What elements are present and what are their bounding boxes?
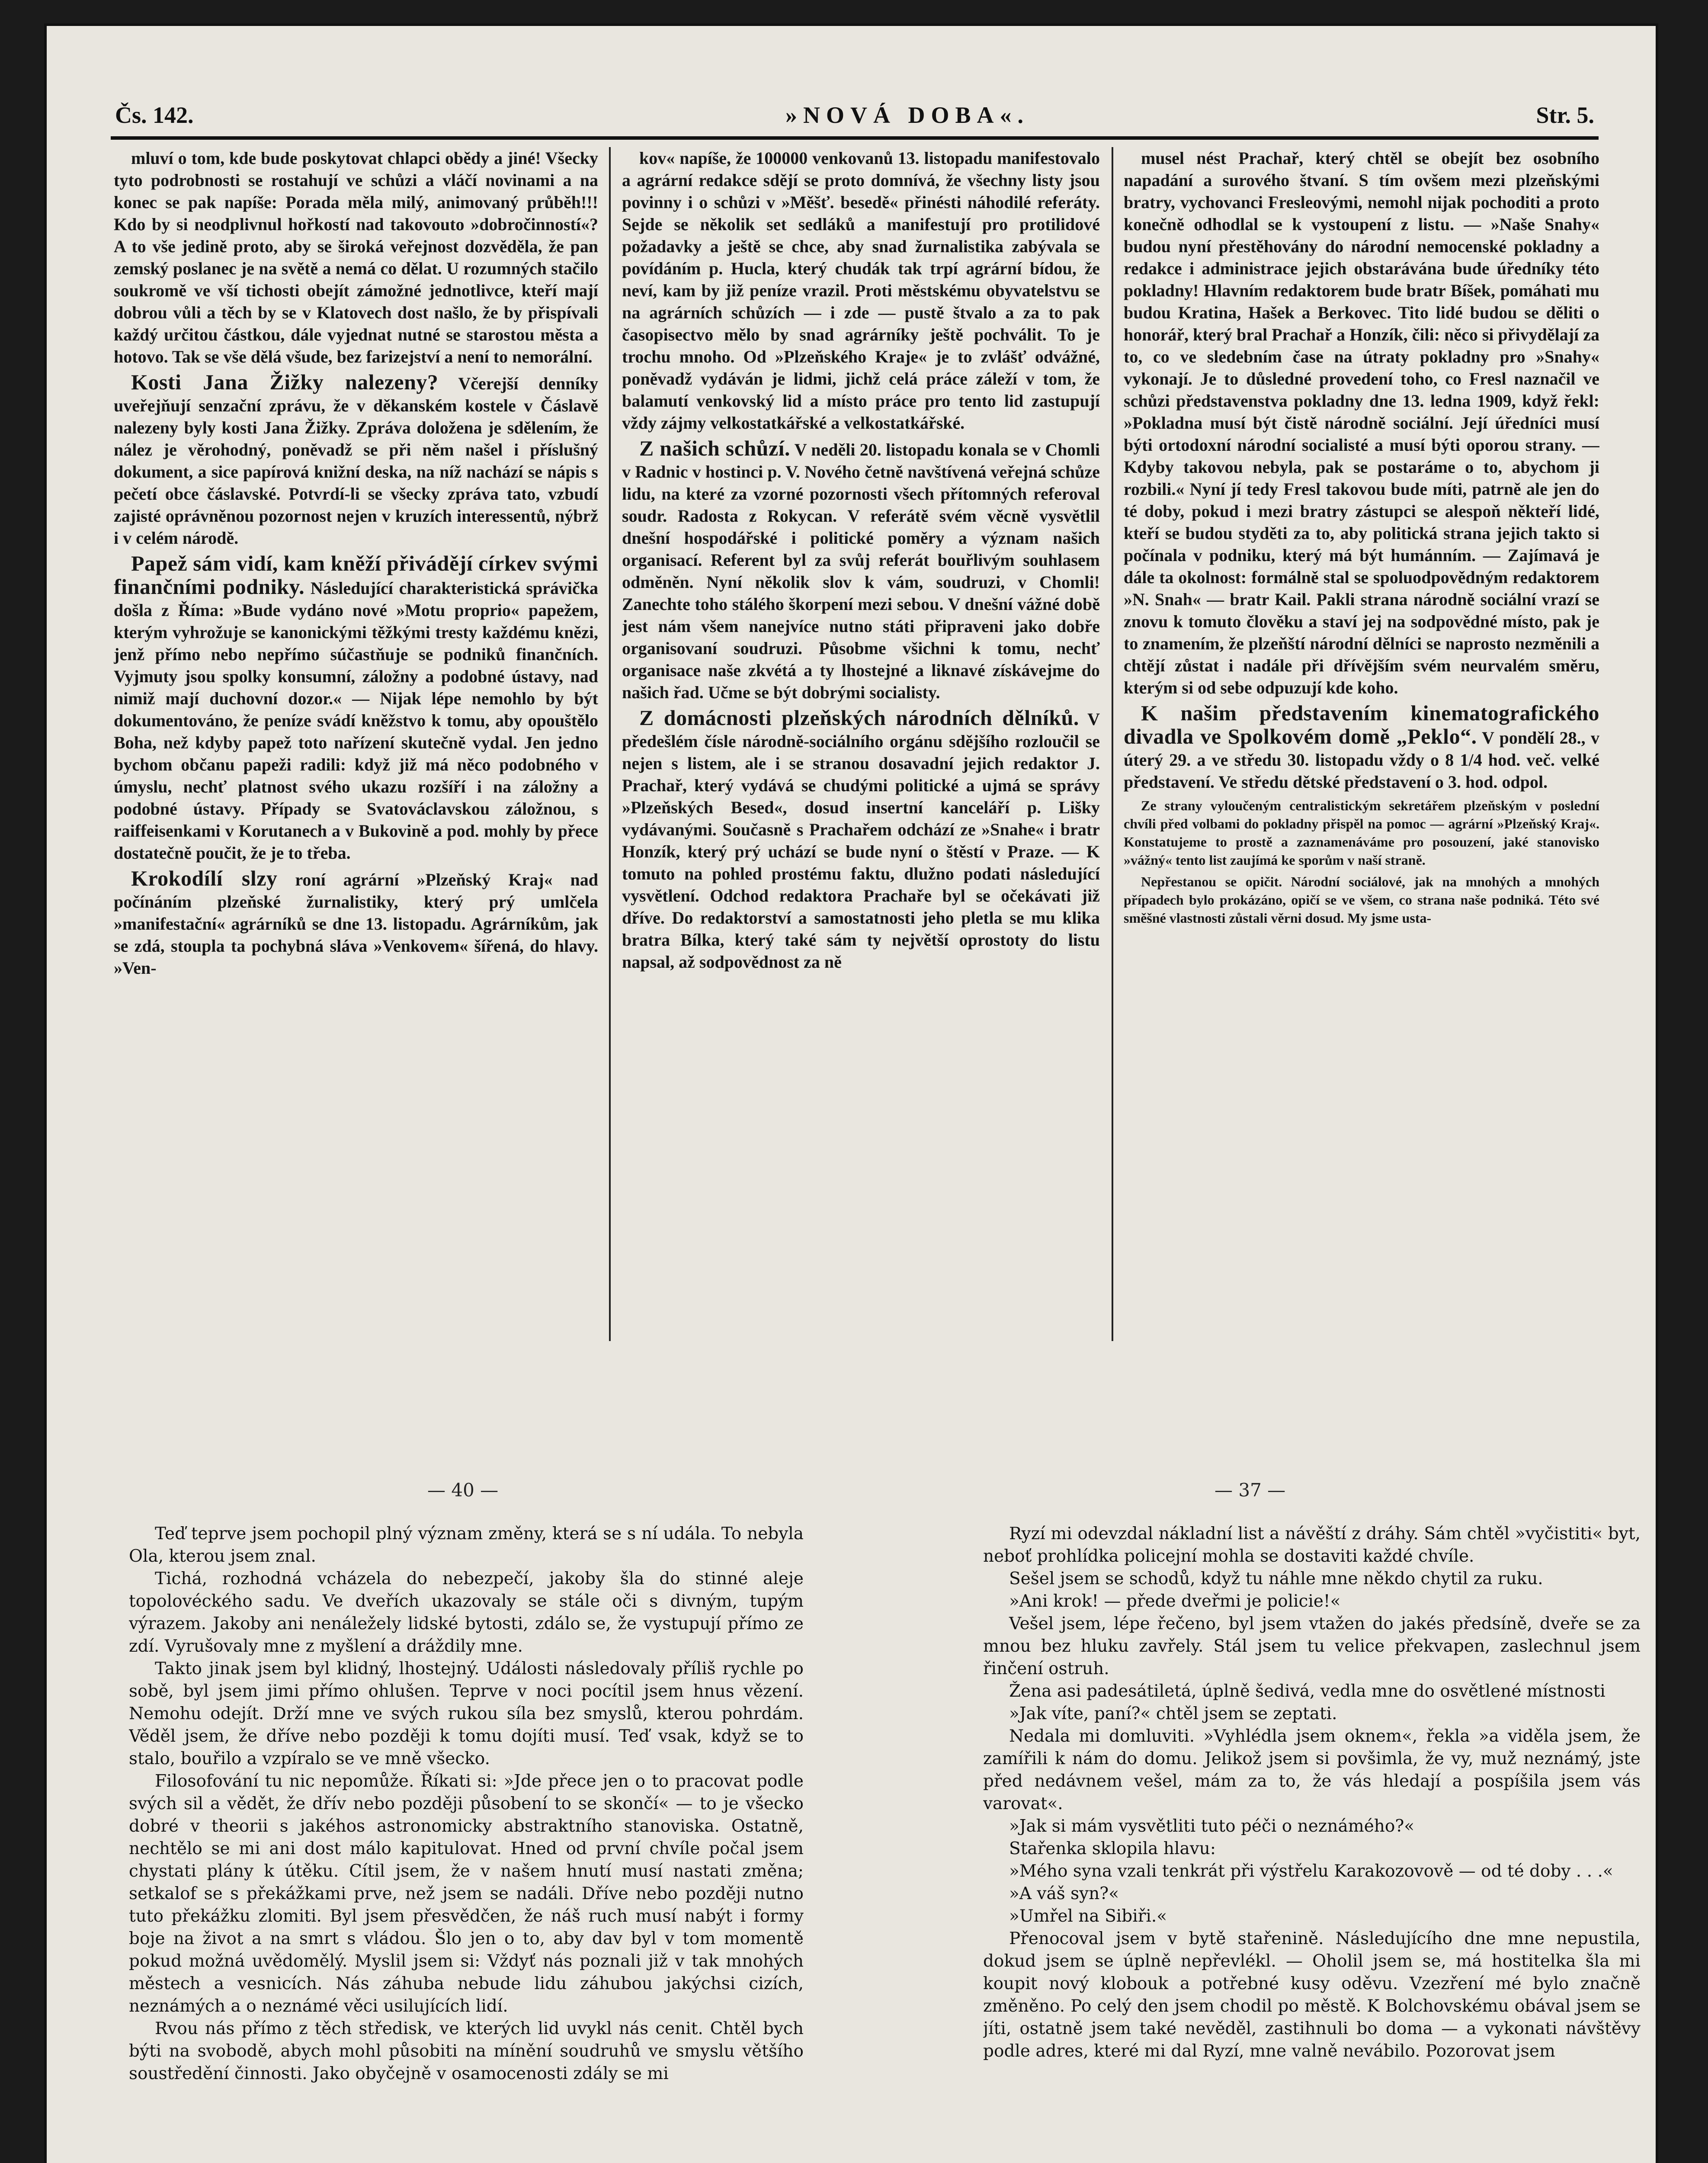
article-text: Včerejší denníky uveřejňují senzační zprávu, že v děkanském kostele v Čáslavě nalezeny byly kosti Jana Žižky. Zpráva doložena je sdělením, že nález je věrohodný, poněvadž se při něm našel i příslušný dokument, a sice papírová knižní deska, na níž nachází se nápis s pečetí obce čáslavské. Potvrdí-li se všecky zpráva tato, vzbudí zajisté oprávněnou pozornost nejen v kruzích interessentů, nýbrž i v celém národě. (114, 374, 598, 548)
book-page-right (983, 1523, 1641, 2163)
book-paragraph: Sešel jsem se schodů, když tu náhle mne někdo chytil za ruku. (1009, 1569, 1543, 1589)
article-text: Ze strany vyloučeným centralistickým sekretářem plzeňským v poslední chvíli před volbami do pokladny přispěl na pomoc — agrární »Plzeňský Kraj«. Konstatujeme to prostě a zaznamenáváme pro posouzení, jaké stanovisko »vážný« tento list zaujímá ke sporům v naší straně. (1124, 798, 1599, 868)
book-page-number-right: — 37 — (1215, 1479, 1286, 1501)
article-paragraph (622, 437, 1100, 703)
book-paragraph: Žena asi padesátiletá, úplně šedivá, vedla mne do osvětlené místnosti (1009, 1682, 1605, 1701)
article-paragraph (1124, 873, 1599, 927)
article-headline: Z domácnosti plzeňských národních dělníků. (639, 706, 1079, 730)
article-text: Následující charakteristická správička došla z Říma: »Bude vydáno nové »Motu proprio« papežem, kterým vyhrožuje se kanonickými těžkými tresty každému knězi, jenž přímo nebo nepřímo súčastňuje se podniků finančních. Vyjmuty jsou spolky konsumní, záložny a podobné ústavy, nad nimiž mají duchovní dozor.« — Nijak lépe nemohlo by být dokumentováno, že peníze svádí kněžstvo k tomu, aby opouštělo Boha, než kdyby papež toto nařízení skutečně vydal. Jen jedno bychom občanu papeži radili: když již má něco podobného v úmyslu, nechť platnost svého ukazu rozšíří i na záložny a podobné ústavy. Případy se Svatováclavskou záložnou, s raiffeisenkami v Korutanech a v Bukovině a pod. mohly by přece dostatečně poučit, že je to třeba. (114, 578, 598, 863)
article-paragraph (114, 371, 598, 549)
newspaper-title: »NOVÁ DOBA«. (785, 102, 1030, 128)
book-paragraph: »Jak víte, paní?« chtěl jsem se zeptati. (1009, 1704, 1337, 1723)
book-paragraph: »Jak si mám vysvětliti tuto péči o neznámého?« (1009, 1816, 1415, 1836)
book-page-left (129, 1523, 804, 2163)
book-paragraph: Teď teprve jsem pochopil plný význam změny, která se s ní udála. To nebyla Ola, kterou jsem znal. (129, 1524, 804, 1566)
article-text: kov« napíše, že 100000 venkovanů 13. listopadu manifestovalo a agrární redakce sdějí se proto domnívá, že všechny listy jsou povinny i o schůzi v »Měšť. besedě« přinésti náhodilé referáty. Sejde se několik set sedláků a manifestují pro protilidové požadavky a ještě se chce, aby snad žurnalistika zabývala se povídáním p. Hucla, který chudák tak trpí agrární bídou, že neví, kam by již peníze vrazil. Proti městskému obyvatelstvu se na agrárních schůzích — i zde — pustě štvalo a za to pak časopisectvo mělo by snad agrárníky ještě pochválit. To je trochu mnoho. Od »Plzeňského Kraje« je to zvlášť odvážné, poněvadž vydáván je lidmi, jichž celá práce záleží v tom, že balamutí venkovský lid a místo práce pro tento lid zastupují vždy zájmy velkostatkářské a velkostatkářské. (622, 148, 1100, 433)
article-headline: K našim představením kinematografického divadla ve Spolkovém domě „Peklo“. (1124, 701, 1599, 748)
column-divider (1112, 147, 1113, 1341)
newspaper-column-3 (1124, 147, 1599, 1358)
article-text: mluví o tom, kde bude poskytovat chlapci obědy a jiné! Všecky tyto podrobnosti se rostahují ve schůzi a vláčí novinami a na konec se pak napíše: Porada měla milý, animovaný průběh!!! Kdo by si neodplivnul hořkostí nad takovouto »dobročinností«? A to vše jedině proto, aby se široká veřejnost dozvěděla, že pan zemský poslanec je na světě a nemá co dělat. U rozumných stačilo soukromě ve vší tichosti obejít zámožné jednotlivce, kteří mají dobrou vůli a těch by se v Klatovech dost našlo, že by přispívali každý určitou částkou, dále vyjednat nutné se starostou města a hotovo. Tak se vše dělá všude, bez farizejství a není to nemorální. (114, 148, 598, 366)
book-paragraph: Ryzí mi odevzdal nákladní list a návěští z dráhy. Sám chtěl »vyčistiti« byt, neboť prohlídka policejní mohla se dostaviti každé chvíle. (983, 1524, 1641, 1566)
newspaper-page (47, 26, 1656, 2163)
article-paragraph (1124, 796, 1599, 869)
article-headline: Papež sám vidí, kam kněží přivádějí církev svými finančními podniky. (114, 551, 598, 599)
article-text: V pondělí 28., v úterý 29. a ve středu 30. listopadu vždy o 8 1/4 hod. več. velké představení. Ve středu dětské představení o 3. hod. odpol. (1124, 728, 1599, 792)
book-paragraph: »Mého syna vzali tenkrát při výstřelu Karakozovově — od té doby . . .« (1009, 1861, 1613, 1881)
article-headline: Z našich schůzí. (639, 436, 791, 460)
book-paragraph: Nedala mi domluviti. »Vyhlédla jsem oknem«, řekla »a viděla jsem, že zamířili k nám do domu. Jelikož jsem si povšimla, že vy, muž neznámý, jste před nedávnem vešel, mám za to, že vás hledají a pospíšila jsem vás varovat«. (983, 1727, 1641, 1813)
column-divider (609, 147, 611, 1341)
article-paragraph (622, 147, 1100, 434)
book-paragraph: Přenocoval jsem v bytě stařenině. Následujícího dne mne nepustila, dokud jsem se úplně nepřevlékl. — Oholil jsem se, má hostitelka šla mi koupit nový klobouk a potřebné kusy oděvu. Vzezření mé bylo značně změněno. Po celý den jsem chodil po městě. K Bolchovskému obával jsem se jíti, ostatně jsem také nevěděl, zastihnuli bo doma — a vykonati návštěvy podle adres, které mi dal Ryzí, mne valně nevábilo. Pozorovat jsem (983, 1929, 1641, 2061)
book-paragraph: »Ani krok! — přede dveřmi je policie!« (1009, 1592, 1341, 1611)
article-text: V neděli 20. listopadu konala se v Chomli v Radnic v hostinci p. V. Nového četně navštívená veřejná schůze lidu, na které za vzorné pozornosti všech přítomných referoval soudr. Radosta z Rokycan. V referátě svém věcně vysvětlil dnešní hospodářské i politické poměry a význam našich organisací. Referent byl za svůj referát bouřlivým souhlasem odměněn. Nyní několik slov k vám, soudruzi, v Chomli! Zanechte toho stálého škorpení mezi sebou. V dnešní vážné době jest nám všem nanejvíce nutno státi připraveni jako dobře organisovaní soudruzi. Působme všichni k tomu, nechť organisace naše zkvétá a ty lhostejné a liknavé získávejme do našich řad. Učme se být dobrými socialisty. (622, 440, 1100, 702)
article-paragraph (114, 552, 598, 864)
article-text: V předešlém čísle národně-sociálního orgánu sdějšího rozloučil se nejen s listem, ale i se stranou dosavadní jejich redaktor J. Prachař, který vydává se chudými politické a ujmá se správy »Plzeňských Besed«, dosud insertní kanceláří p. Lišky vydávanými. Současně s Prachařem odchází ze »Snahe« i bratr Honzík, který prý uchází se bude nyní o štěstí v Praze. — K tomuto na pohled prostému faktu, dlužno podati následující vysvětlení. Odchod redaktora Prachaře byl se očekávati již dříve. Do redaktorství a samostatnosti jeho pletla se mu klika bratra Bílka, který také sám ty největší oprostoty do listu napsal, až sodpovědnost za ně (622, 709, 1100, 972)
article-headline: Krokodílí slzy (131, 866, 278, 890)
book-paragraph: Takto jinak jsem byl klidný, lhostejný. Události následovaly příliš rychle po sobě, byl jsem jimi přímo ohlušen. Teprve v noci pocítil jsem hnus vězení. Nemohu odejít. Drží mne ve svých rukou síla bez smyslů, kterou pohrdám. Věděl jsem, že dříve nebo později k tomu dojíti musí. Teď vsak, když se to stalo, bouřilo a vzpíralo se ve mně všecko. (129, 1659, 804, 1768)
article-paragraph (114, 867, 598, 979)
book-paragraph: Tichá, rozhodná vcházela do nebezpečí, jakoby šla do stinné aleje topolovéckého sadu. Ve dveřích ukazovaly se stále oči s divným, tupým výrazem. Jakoby ani nenáležely lidské bytosti, zdálo se, že vystupují přímo ze zdí. Vyrušovaly mne z myšlení a dráždily mne. (129, 1569, 804, 1656)
article-paragraph (114, 147, 598, 368)
article-paragraph (622, 707, 1100, 973)
book-paragraph: »A váš syn?« (1009, 1884, 1119, 1903)
article-paragraph (1124, 702, 1599, 793)
article-text: Nepřestanou se opičit. Národní sociálové, jak na mnohých a mnohých případech bylo prokázáno, opičí se ve všem, co strana naše podniká. Této své směšné vlastnosti zůstali věrni dosud. My jsme usta- (1124, 874, 1599, 926)
article-paragraph (1124, 147, 1599, 699)
book-paragraph: Vešel jsem, lépe řečeno, byl jsem vtažen do jakés předsíně, dveře se za mnou bez hluku zavřely. Stál jsem tu velice překvapen, zaslechnul jsem řinčení ostruh. (983, 1614, 1641, 1678)
article-text: musel nést Prachař, který chtěl se obejít bez osobního napadání a surového štvaní. S tím ovšem mezi plzeňskými bratry, vychovanci Fresleovými, nemohl nijak pochoditi a proto konečně odhodlal se k vystoupení z listu. — »Naše Snahy« budou nyní přestěhovány do národní nemocenské pokladny a redakce i administrace jejich obstarávána bude úředníky této pokladny! Hlavním redaktorem bude bratr Bíšek, pomáhati mu budou Kratina, Hašek a Berkovec. Tito lidé budou se děliti o honorář, který bral Prachař a Honzík, čili: něco si přivydělají za to, co ve sledebním čase na útraty pokladny pro »Snahy« vykonají. Je to důsledné provedení toho, co Fresl naznačil ve schůzi představenstva pokladny dne 13. ledna 1909, když řekl: »Pokladna musí být čistě národně sociální. Její úředníci musí býti ortodoxní národní socialisté a musí býti oporou strany. — Kdyby takovou nebyla, pak se postaráme o to, abychom ji rozbili.« Nyní jí tedy Fresl takovou bude míti, patrně ale jen do té doby, pokud i mezi bratry zástupci se alespoň někteří lidé, kteří se budou styděti za to, aby politická strana jejich takto si počínala v podniku, který má být humánním. — Zajímavá je dále ta okolnost: formálně stal se spoluodpovědným redaktorem »N. Snah« — bratr Kail. Pakli strana národně sociální vrazí se znovu k tomuto člověku a staví jej na sodpovědné místo, pak je to znamením, že plzeňští národní dělníci se naprosto nezměnili a chtějí zůstat i nadále při dřívějším svém neurvalém směru, kterým si od sebe odpuzují kde koho. (1124, 148, 1599, 697)
page-header (111, 89, 1599, 140)
page-number: Str. 5. (1536, 102, 1594, 128)
article-headline: Kosti Jana Žižky nalezeny? (131, 370, 439, 394)
newspaper-column-2 (622, 147, 1100, 1358)
newspaper-column-1 (114, 147, 598, 1358)
book-paragraph: Filosofování tu nic nepomůže. Říkati si: »Jde přece jen o to pracovat podle svých sil a vědět, že dřív nebo později působení to se skončí« — to je všecko dobré v theorii s jakéhos astronomicky abstraktního stanoviska. Ostatně, nechtělo se mi ani dost málo kapitulovat. Hned od první chvíle počal jsem chystati plány k útěku. Cítil jsem, že v našem hnutí musí nastati změna; setkalof se s překážkami prve, než jsem se nadáli. Dříve nebo později nutno tuto překážku zlomiti. Byl jsem přesvědčen, že náš ruch musí nabýt i formy boje na život a na smrt s vládou. Šlo jen o to, aby dav byl v tom momentě pokud možná uvědomělý. Myslil jsem si: Vždyť nás poznali již v tak mnohých městech a vesnicích. Nás záhuba nebude lidu záhubou jakýchsi cizích, neznámých a o neznámé věci usilujících lidí. (129, 1771, 804, 2016)
book-paragraph: »Umřel na Sibiři.« (1009, 1906, 1167, 1926)
issue-number: Čs. 142. (115, 102, 194, 128)
book-paragraph: Stařenka sklopila hlavu: (1009, 1839, 1216, 1858)
book-page-number-left: — 40 — (427, 1479, 499, 1501)
book-paragraph: Rvou nás přímo z těch středisk, ve kterých lid uvykl nás cenit. Chtěl bych býti na svobodě, abych mohl působiti na mínění soudruhů ve smyslu většího soustředění činnosti. Jako obyčejně v osamocenosti zdály se mi (129, 2019, 804, 2083)
article-text: roní agrární »Plzeňský Kraj« nad počínáním plzeňské žurnalistiky, který prý umlčela »manifestační« agrárníků se dne 13. listopadu. Agrárníkům, jak se zdá, stoupla ta pochybná sláva »Venkovem« šířená, do hlavy. »Ven- (114, 870, 598, 978)
